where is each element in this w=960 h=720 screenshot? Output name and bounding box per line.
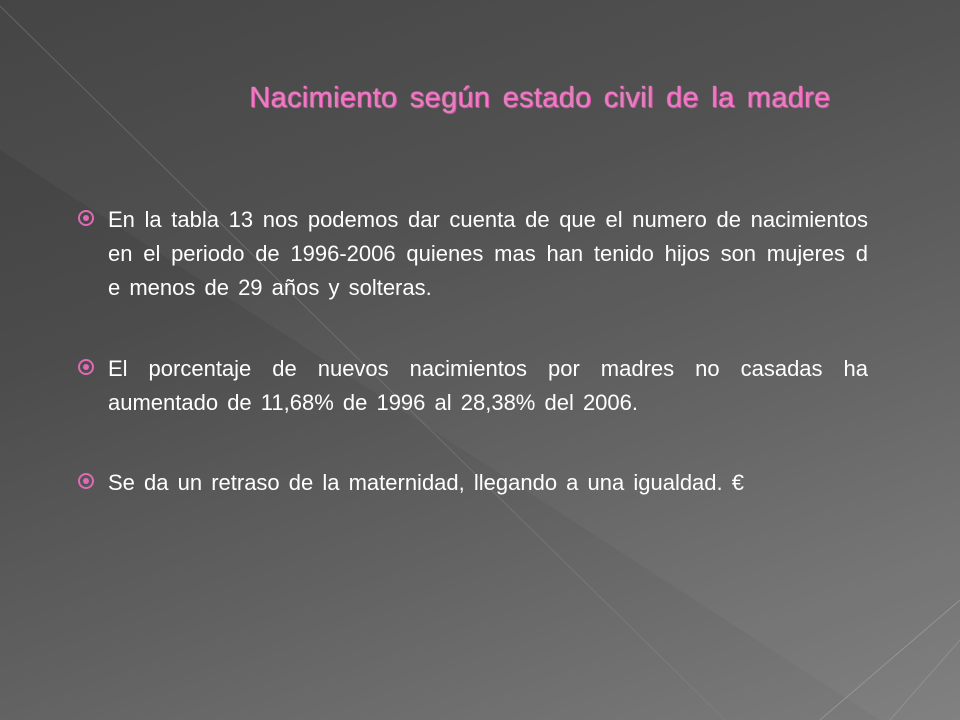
bullet-text: Se da un retraso de la maternidad, llegando a una igualdad. € (108, 470, 744, 495)
circle-dot-bullet-icon (78, 210, 94, 226)
bullet-text: En la tabla 13 nos podemos dar cuenta de que el numero de nacimientos en el periodo de 1996-2006 quienes mas han tenido hijos son mujeres d e menos de 29 años y solteras. (108, 207, 868, 300)
bullet-list (78, 203, 868, 546)
bullet-text: El porcentaje de nuevos nacimientos por madres no casadas ha aumentado de 11,68% de 1996 al 28,38% del 2006. (108, 356, 868, 415)
bullet-item (78, 352, 868, 420)
bullet-item (78, 203, 868, 305)
circle-dot-bullet-icon (78, 359, 94, 375)
bullet-item (78, 466, 868, 500)
circle-dot-bullet-icon (78, 473, 94, 489)
slide-title: Nacimiento según estado civil de la madre (249, 82, 831, 114)
